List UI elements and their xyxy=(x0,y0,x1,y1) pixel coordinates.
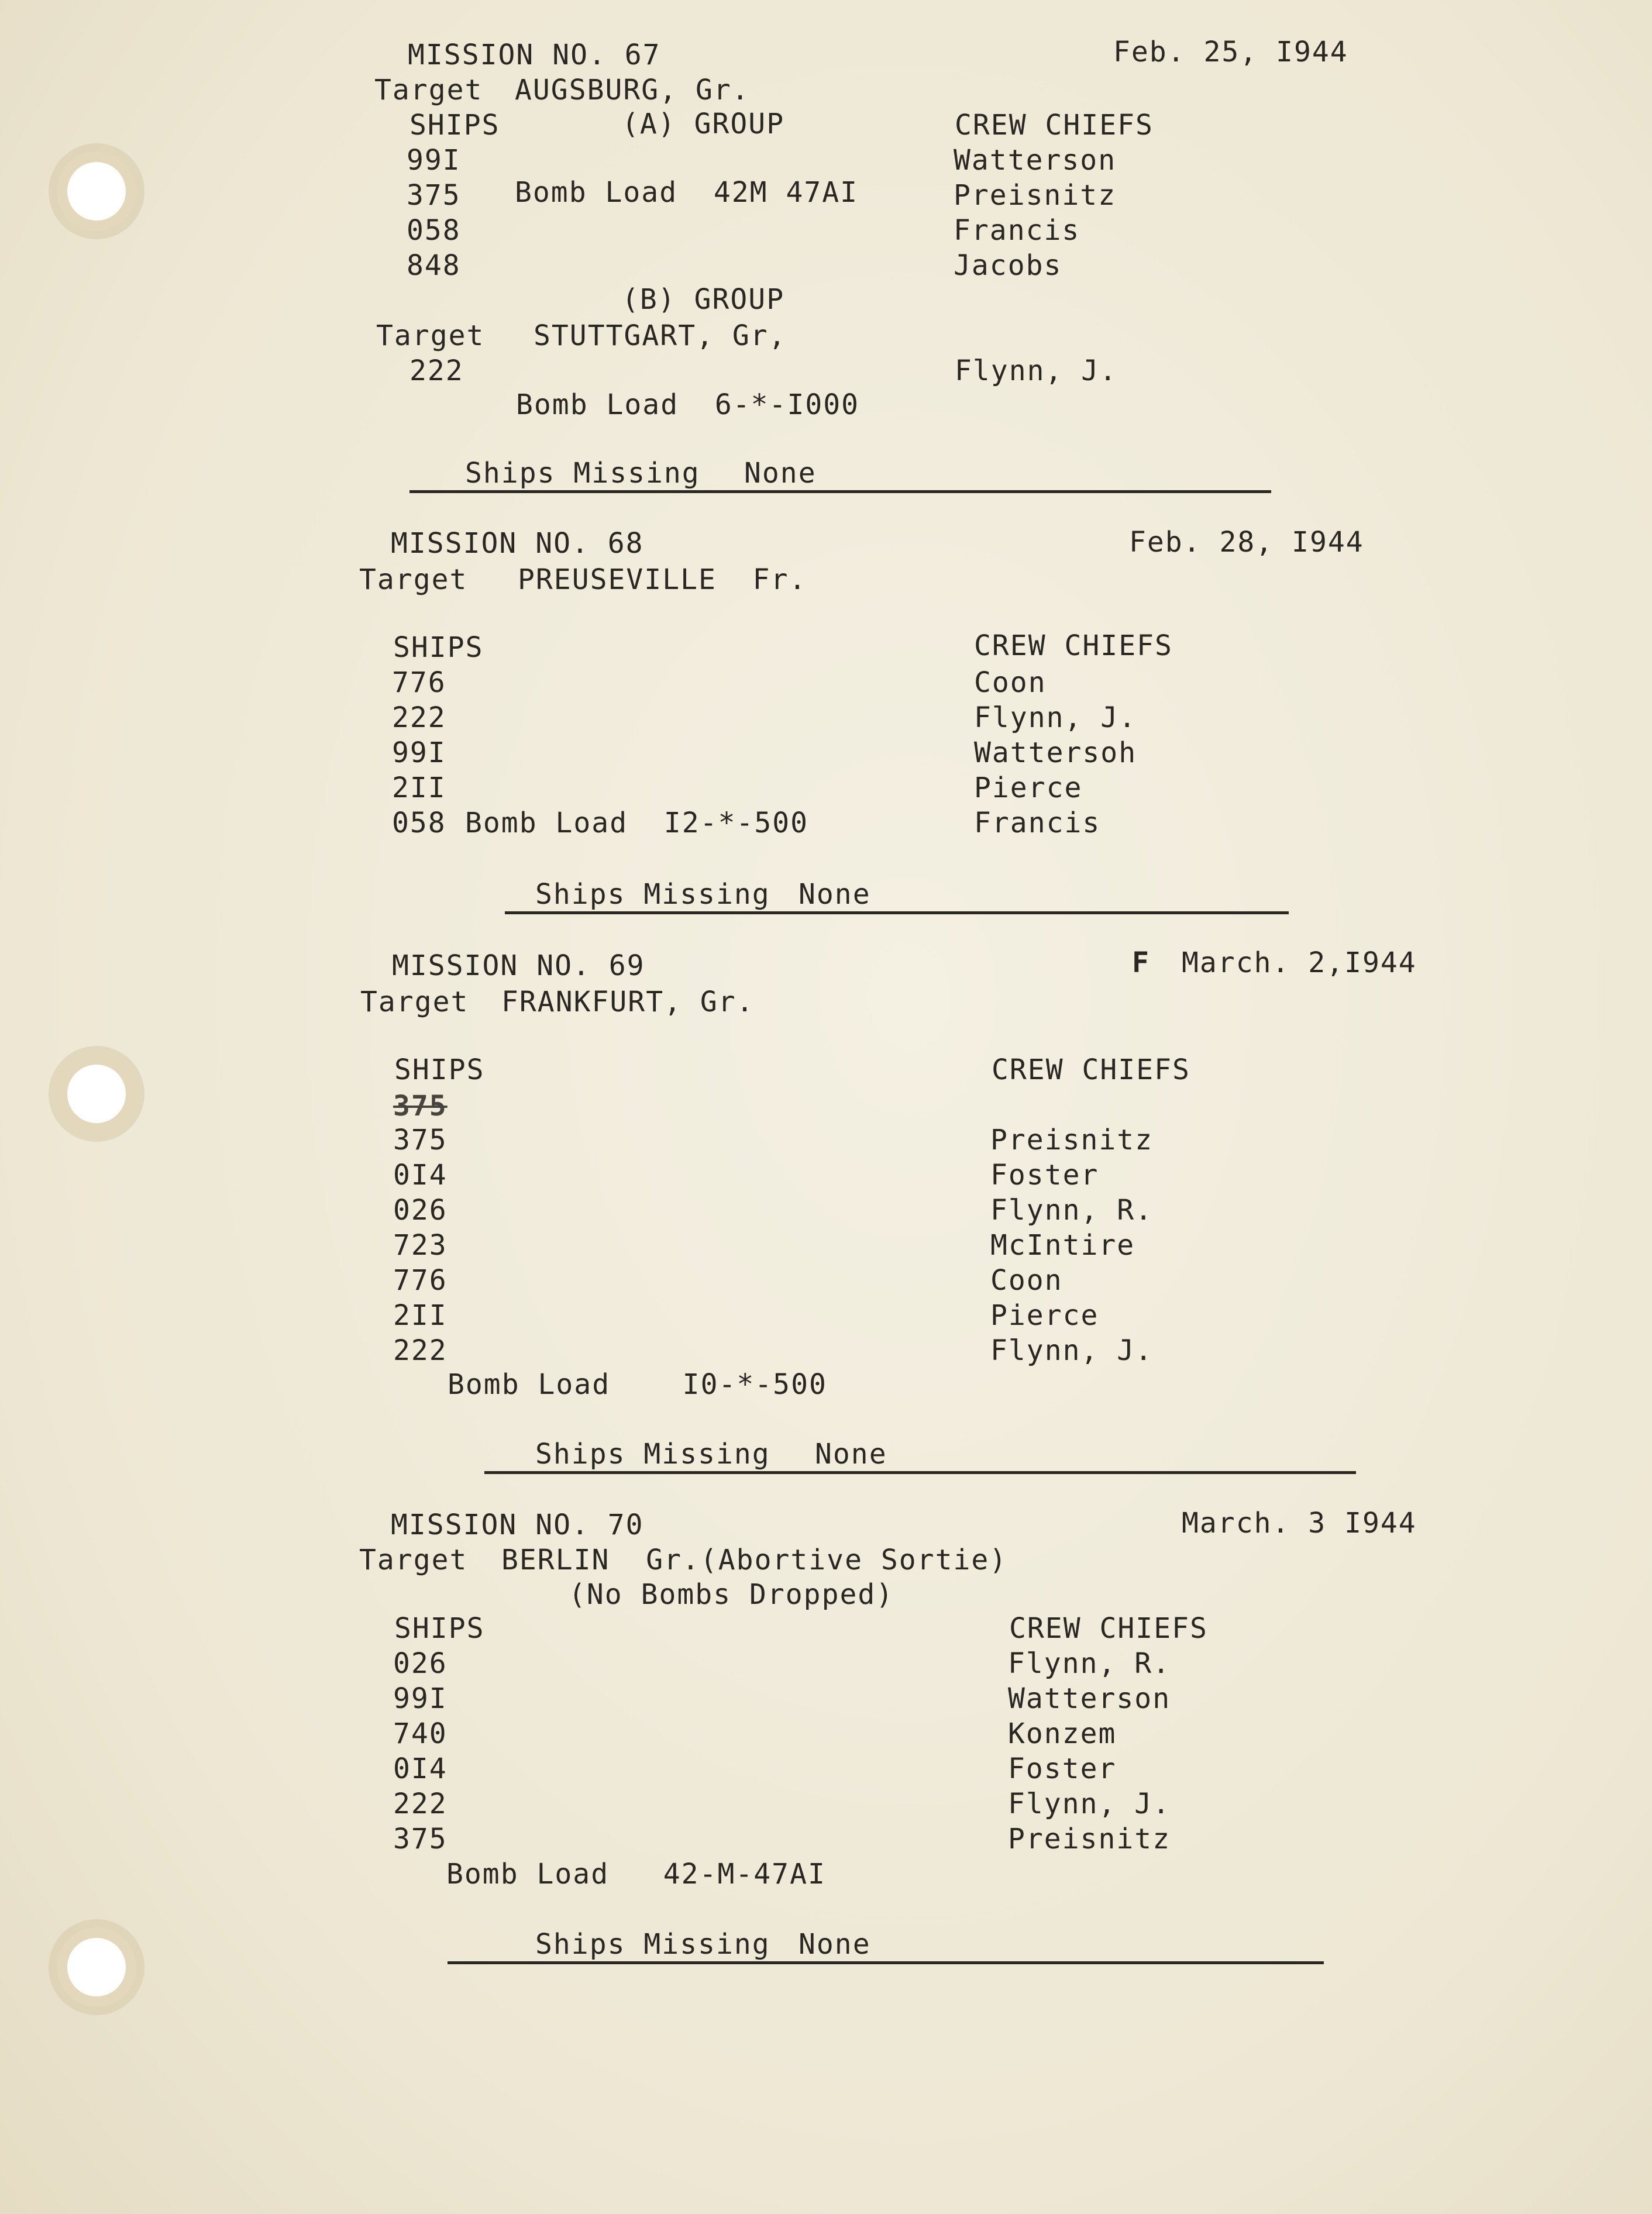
section-rule xyxy=(505,911,1289,914)
crew-chief-name: Pierce xyxy=(974,772,1083,804)
target-label: Target xyxy=(376,319,485,352)
ships-missing-label: Ships Missing xyxy=(535,1438,770,1471)
ship-number: 058 xyxy=(392,807,446,839)
ships-header: SHIPS xyxy=(409,109,500,142)
bomb-load: Bomb Load 42M 47AI xyxy=(515,176,859,209)
crew-chief-name: Francis xyxy=(954,214,1080,247)
crew-chiefs-header: CREW CHIEFS xyxy=(955,109,1154,142)
crew-chief-name: Watterson xyxy=(1008,1682,1171,1715)
ships-missing-value: None xyxy=(744,457,817,490)
crew-chief-name: Flynn, R. xyxy=(990,1194,1154,1227)
date-mark: F xyxy=(1132,946,1150,979)
section-rule xyxy=(448,1961,1324,1964)
ship-number: 222 xyxy=(393,1334,448,1367)
ship-number: 848 xyxy=(407,249,461,282)
crew-chief-name: McIntire xyxy=(990,1229,1135,1262)
bomb-load: Bomb Load 42-M-47AI xyxy=(446,1858,826,1891)
ship-number: 0I4 xyxy=(393,1159,448,1192)
crew-chief-name: Flynn, J. xyxy=(990,1334,1154,1367)
ship-number: 2II xyxy=(393,1299,448,1332)
group-b-label: (B) GROUP xyxy=(622,283,785,316)
section-rule xyxy=(409,490,1271,493)
mission-date: Feb. 28, I944 xyxy=(1129,526,1364,559)
target-label: Target xyxy=(360,986,469,1018)
ships-missing-value: None xyxy=(799,1928,871,1961)
section-rule xyxy=(484,1471,1356,1474)
ship-number: 375 xyxy=(393,1823,448,1855)
ships-header: SHIPS xyxy=(394,1612,485,1645)
crew-chief-name: Flynn, J. xyxy=(955,354,1118,387)
ships-header: SHIPS xyxy=(393,631,484,664)
crew-chief-name: Jacobs xyxy=(954,249,1062,282)
ship-number: 776 xyxy=(393,1264,448,1297)
ships-missing-label: Ships Missing xyxy=(535,878,770,911)
mission-number: MISSION NO. 68 xyxy=(391,527,644,560)
crew-chief-name: Francis xyxy=(974,807,1101,839)
crew-chief-name: Preisnitz xyxy=(954,179,1117,212)
bomb-load: Bomb Load I2-*-500 xyxy=(465,807,809,839)
target-label: Target xyxy=(374,74,483,106)
crew-chief-name: Foster xyxy=(1008,1752,1117,1785)
crew-chiefs-header: CREW CHIEFS xyxy=(992,1053,1190,1086)
crew-chief-name: Wattersoh xyxy=(974,736,1137,769)
crew-chief-name: Coon xyxy=(990,1264,1063,1297)
crew-chief-name: Konzem xyxy=(1008,1717,1117,1750)
ship-number: 026 xyxy=(393,1194,448,1227)
target-name: BERLIN Gr.(Abortive Sortie) xyxy=(501,1544,1008,1576)
crew-chief-name: Flynn, R. xyxy=(1008,1647,1171,1680)
ship-number: 375 xyxy=(407,179,461,212)
ship-number: 222 xyxy=(409,354,464,387)
ship-number: 026 xyxy=(393,1647,448,1680)
ship-number: 99I xyxy=(393,1682,448,1715)
target-name: AUGSBURG, Gr. xyxy=(515,74,750,106)
ship-number: 0I4 xyxy=(393,1752,448,1785)
crew-chief-name: Pierce xyxy=(990,1299,1099,1332)
crew-chiefs-header: CREW CHIEFS xyxy=(974,629,1173,662)
ship-number: 222 xyxy=(393,1788,448,1820)
crew-chief-name: Watterson xyxy=(954,144,1117,177)
ship-number: 375 xyxy=(393,1124,448,1156)
ships-header: SHIPS xyxy=(394,1053,485,1086)
mission-number: MISSION NO. 69 xyxy=(392,949,645,982)
ships-missing-label: Ships Missing xyxy=(465,457,700,490)
bomb-load: Bomb Load I0-*-500 xyxy=(448,1368,827,1401)
ship-number: 222 xyxy=(392,701,446,734)
mission-number: MISSION NO. 67 xyxy=(408,39,661,71)
ships-missing-value: None xyxy=(799,878,871,911)
target-name: STUTTGART, Gr, xyxy=(534,319,787,352)
target-label: Target xyxy=(359,563,468,596)
mission-date: Feb. 25, I944 xyxy=(1113,36,1348,68)
ship-number: 776 xyxy=(392,666,446,699)
ships-missing-value: None xyxy=(815,1438,887,1471)
mission-number: MISSION NO. 70 xyxy=(391,1509,644,1541)
crew-chief-name: Coon xyxy=(974,666,1047,699)
punch-hole-bottom xyxy=(67,1938,126,1996)
group-a-label: (A) GROUP xyxy=(622,108,785,140)
ship-number: 723 xyxy=(393,1229,448,1262)
ships-missing-label: Ships Missing xyxy=(535,1928,770,1961)
ship-number: 99I xyxy=(407,144,461,177)
crew-chiefs-header: CREW CHIEFS xyxy=(1009,1612,1208,1645)
mission-note: (No Bombs Dropped) xyxy=(569,1578,894,1611)
target-name: FRANKFURT, Gr. xyxy=(501,986,755,1018)
ship-number: 99I xyxy=(392,736,446,769)
bomb-load: Bomb Load 6-*-I000 xyxy=(516,388,860,421)
target-name: PREUSEVILLE Fr. xyxy=(518,563,807,596)
punch-hole-middle xyxy=(67,1065,126,1123)
target-label: Target xyxy=(359,1544,468,1576)
crew-chief-name: Flynn, J. xyxy=(1008,1788,1171,1820)
struck-ship-number: 375 xyxy=(393,1090,448,1123)
mission-date: March. 2,I944 xyxy=(1182,946,1417,979)
ship-number: 740 xyxy=(393,1717,448,1750)
crew-chief-name: Preisnitz xyxy=(1008,1823,1171,1855)
crew-chief-name: Foster xyxy=(990,1159,1099,1192)
mission-date: March. 3 I944 xyxy=(1182,1507,1417,1540)
punch-hole-top xyxy=(67,162,126,221)
ship-number: 2II xyxy=(392,772,446,804)
ship-number: 058 xyxy=(407,214,461,247)
crew-chief-name: Flynn, J. xyxy=(974,701,1137,734)
crew-chief-name: Preisnitz xyxy=(990,1124,1154,1156)
